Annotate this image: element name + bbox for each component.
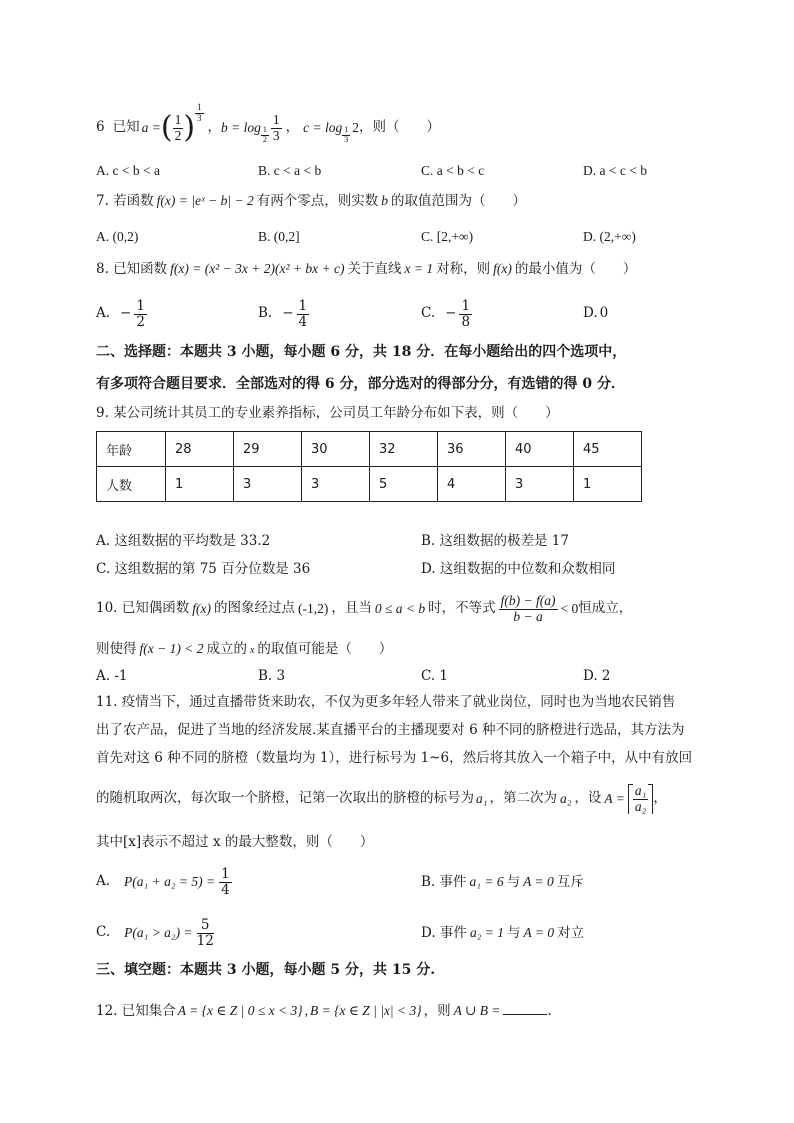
- q7-text-a: 7. 若函数: [96, 193, 154, 209]
- section2-heading-line1: 二、选择题：本题共 3 小题，每小题 6 分，共 18 分．在每小题给出的四个选项中，: [96, 344, 627, 360]
- table-cell: 3: [506, 467, 574, 502]
- q6-b-expr: b = log: [221, 120, 261, 136]
- table-cell: 36: [438, 432, 506, 467]
- q6-c-arg: 2: [352, 120, 360, 136]
- q9-option-b: B. 这组数据的极差是 17: [421, 533, 569, 549]
- q8-text-d: 的最小值为（ ）: [514, 261, 637, 277]
- table-cell: 30: [302, 432, 370, 467]
- q6-a-expr: a =: [141, 120, 161, 136]
- table-cell: 3: [302, 467, 370, 502]
- table-cell: 1: [166, 467, 234, 502]
- q10-option-c: C. 1: [421, 668, 449, 684]
- section3-heading: 三、填空题：本题共 3 小题，每小题 5 分，共 15 分.: [96, 962, 436, 978]
- q7-option-b: B. (0,2]: [258, 229, 300, 244]
- table-cell: 5: [370, 467, 438, 502]
- q8-option-c: C. − $\frac{1}{8}$: [421, 297, 471, 330]
- q9-age-table: [96, 431, 642, 502]
- q6-number: 6: [96, 119, 105, 136]
- table-cell: 3: [234, 467, 302, 502]
- table-cell: 29: [234, 432, 302, 467]
- q8-fx: f(x): [493, 261, 512, 276]
- table-row: [97, 467, 642, 502]
- q7-option-c: C. [2,+∞): [421, 229, 474, 244]
- q10-option-d: D. 2: [583, 668, 611, 684]
- q11-option-a: A. P(a₁ + a₂ = 5) = $\frac{1}{4}$: [96, 865, 230, 898]
- q11-floor-bracket: $\frac{\text{a₁}}{\text{a₂}}$: [628, 784, 653, 815]
- q11-option-b: B. 事件 a₁ = 6 与 A = 0 互斥: [421, 874, 584, 890]
- q9-option-d: D. 这组数据的中位数和众数相同: [421, 561, 616, 577]
- table-cell: 人数: [97, 467, 166, 502]
- q8-line: x = 1: [404, 261, 434, 276]
- q9-option-a: A. 这组数据的平均数是 33.2: [96, 533, 271, 549]
- table-row: [97, 432, 642, 467]
- q8-option-b: B. − $\frac{1}{4}$: [258, 297, 308, 330]
- q7-option-d: D. (2,+∞): [583, 229, 636, 244]
- table-cell: 45: [574, 432, 642, 467]
- q8-text-a: 8. 已知函数: [96, 261, 168, 277]
- q10-option-b: B. 3: [258, 668, 286, 684]
- q7-text-b: 有两个零点，则实数: [256, 193, 379, 209]
- table-cell: 28: [166, 432, 234, 467]
- q11-option-d: D. 事件 a₂ = 1 与 A = 0 对立: [421, 925, 585, 941]
- q10-stem: 10. 已知偶函数 f(x) 的图象经过点 (-1,2) ，且当 0 ≤ a < b 时，不等式 $\frac{f(b) - f(a)}{b - a}$ < 0 恒成立，: [96, 592, 633, 624]
- q6-option-d: D. a < c < b: [583, 163, 647, 178]
- q6-a-exponent: $\frac{1}{3}$: [197, 102, 202, 123]
- q6-option-b: B. c < a < b: [258, 163, 322, 178]
- table-cell: 40: [506, 432, 574, 467]
- q6-prefix: 已知: [112, 119, 140, 136]
- q6-c-base: $\frac{1}{3}$: [344, 125, 349, 145]
- q8-option-a: A. − $\frac{1}{2}$: [96, 297, 145, 330]
- q7-function: f(x) = |eˣ − b| − 2: [156, 193, 254, 208]
- q10-option-a: A. -1: [96, 668, 128, 684]
- q7-option-a: A. (0,2): [96, 229, 139, 244]
- q6-suffix: ，则（ ）: [359, 119, 441, 136]
- q6-stem: 6 已知 a = ( $\frac{1}{2}$ ) $\frac{1}{3}$ ， b = log $\frac{1}{2}$ $\frac{1}{3}$ ， c = log $\frac{1}{3}$ 2 ，则（ ）: [96, 102, 441, 145]
- table-cell: 32: [370, 432, 438, 467]
- q12-answer-blank[interactable]: [503, 1002, 547, 1015]
- q9-stem: 9. 某公司统计其员工的专业素养指标，公司员工年龄分布如下表，则（ ）: [96, 405, 559, 421]
- q6-c-expr: c = log: [303, 120, 343, 136]
- q11-line3: 首先对这 6 种不同的脐橙（数量均为 1），进行标号为 1~6，然后将其放入一个箱子中，从中有放回: [96, 750, 693, 766]
- q8-option-d: D. 0: [583, 305, 609, 321]
- q6-b-arg: $\frac{1}{3}$: [272, 111, 280, 143]
- q9-option-c: C. 这组数据的第 75 百分位数是 36: [96, 561, 311, 577]
- q6-option-c: C. a < b < c: [421, 163, 485, 178]
- q12-stem: 12. 已知集合 A = {x ∈ Z | 0 ≤ x < 3} , B = {x ∈ Z | |x| < 3} ，则 A ∪ B = .: [96, 1003, 552, 1019]
- table-cell: 年龄: [97, 432, 166, 467]
- q6-option-a: A. c < b < a: [96, 163, 160, 178]
- q11-line2: 出了农产品，促进了当地的经济发展.某直播平台的主播现要对 6 种不同的脐橙进行选品，其方法为: [96, 722, 685, 738]
- q11-line5: 其中[x]表示不超过 x 的最大整数，则（ ）: [96, 834, 374, 850]
- q6-b-base: $\frac{1}{2}$: [262, 125, 267, 145]
- q7-text-c: 的取值范围为（ ）: [390, 193, 526, 209]
- q6-a-base: $\frac{1}{2}$: [174, 111, 182, 143]
- table-cell: 4: [438, 467, 506, 502]
- q7-var: b: [381, 193, 388, 208]
- q10-line2: 则使得 f(x − 1) < 2 成立的 x 的取值可能是（ ）: [96, 641, 393, 657]
- q8-function: f(x) = (x² − 3x + 2)(x² + bx + c): [170, 261, 345, 276]
- q7-stem: [96, 194, 526, 209]
- q8-stem: [96, 262, 636, 277]
- q8-text-b: 关于直线: [347, 261, 402, 277]
- table-cell: 1: [574, 467, 642, 502]
- q11-option-c: C. P(a₁ > a₂) = $\frac{5}{12}$: [96, 916, 214, 949]
- q8-text-c: 对称，则: [436, 261, 491, 277]
- q11-line4: 的随机取两次，每次取一个脐橙，记第一次取出的脐橙的标号为 a₁ ，第二次为 a₂ ，设 A = $\frac{\text{a₁}}{\text{a₂}}$ ，: [96, 782, 667, 814]
- q11-line1: 11. 疫情当下，通过直播带货来助农，不仅为更多年轻人带来了就业岗位，同时也为当地农民销售: [96, 694, 676, 710]
- section2-heading-line2: 有多项符合题目要求．全部选对的得 6 分，部分选对的得部分分，有选错的得 0 分．: [96, 376, 625, 392]
